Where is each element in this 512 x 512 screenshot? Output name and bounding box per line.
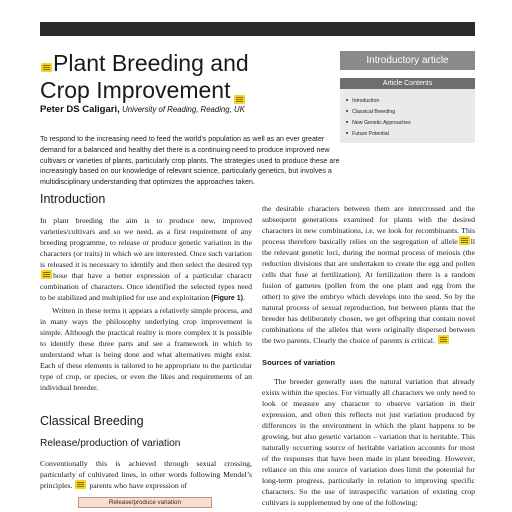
- body-paragraph: the desirable characters between them are intercrossed and the subsequent generations examined for plants with the desired characters in new combinations, i.e. we look for recombinants. This process therefore basically relies on the segregation of allele ll the relevant genetic loci, during the normal process of meiosis (the reduction divisions that are undertaken to create the egg and pollen cells that fuse at fertilization). At fertilization there is a random fusion of gametes (pollen from the one plant and egg from the other) to give the embryo which develops into the seed. So by the natural process of sexual reproduction, but between plants that the breeder has deliberately chosen, we get offspring that contain novel combinations of the alleles that were originally dispersed between the two parents. Clearly the choice of parents is critical.: [262, 204, 475, 345]
- author-affiliation: University of Reading, Reading, UK: [122, 105, 245, 114]
- contents-list: [340, 89, 475, 139]
- header-bar: [40, 22, 475, 36]
- subsection-heading-release: Release/production of variation: [40, 438, 181, 449]
- note-icon[interactable]: [234, 95, 245, 104]
- note-icon[interactable]: [75, 480, 86, 489]
- note-icon[interactable]: [459, 236, 470, 245]
- body-paragraph: In plant breeding the aim is to produce new, improved varieties/cultivars and so we need, as a first requirement of any breeding programme, to release or produce genetic variation in the characters (or traits) in which we are interested. Once such variation is released it is necessary to identify and then select the desired typhose that have a better expression of a particular charactr combination of characters. Once identified the selected types need to be stabilized and multiplied for use and exploitation (Figure 1).: [40, 216, 252, 302]
- body-paragraph: The breeder generally uses the natural variation that already exists within the species. For virtually all characters we only need to look or measure any character to observe variation in their expression, and often this reflects not just variation produced by differences in the environment in which the plant happens to be growing, but also genetic variation – variation that is heritable. This naturally occurring source of heritable variation accounts for most of the responses that have been made in plant breeding. However, reliance on this one source of variation does limit the potential for long-term progress, particularly in relation to improving specific characters. So the use of intraspecific variation of existing crop cultivars is supplemented by one of the following:: [262, 377, 475, 507]
- body-paragraph: Conventionally this is achieved through sexual crossing, particularly of cultivated lines, in other words following Mendel’s principles. parents who have expression of: [40, 459, 252, 490]
- contents-item-introduction[interactable]: ■ Introduction: [346, 95, 475, 106]
- contents-item-future-potential[interactable]: ■ Future Potential: [346, 128, 475, 139]
- note-icon[interactable]: [41, 270, 52, 279]
- body-paragraph: Written in these terms it appears a relatively simple process, and in many ways the philosophy underlying crop improvement is simple. Although the practical reality is more complex it is possible to identify these three parts and see a framework in which to understand what is being done and what alternatives might exist. Each of these elements is tailored to be appropriate to the particular type of crop, or species, or even the likes and requirements of an individual breeder.: [40, 306, 252, 392]
- section-heading-classical-breeding: Classical Breeding: [40, 414, 144, 428]
- abstract: To respond to the increasing need to feed the world’s population as well as an ever greater demand for a balanced and healthy diet there is a continuing need to produce improved new cultivars or varieties of plants, particularly crop plants. The strategies used to produce these are increasingly based on our knowledge of relevant science, particularly genetics, but involves a multidisciplinary understanding that optimizes the approaches taken.: [40, 135, 340, 187]
- contents-item-new-genetic-approaches[interactable]: ■ New Genetic Approaches: [346, 117, 475, 128]
- article-type-banner: Introductory article: [340, 51, 475, 70]
- note-icon[interactable]: [438, 335, 449, 344]
- section-heading-introduction: Introduction: [40, 192, 106, 206]
- contents-item-classical-breeding[interactable]: ■ Classical Breeding: [346, 106, 475, 117]
- note-icon[interactable]: [41, 63, 52, 72]
- contents-panel: [340, 89, 475, 143]
- article-title: Plant Breeding and Crop Improvement: [40, 50, 249, 103]
- figure-reference[interactable]: (Figure 1): [211, 295, 243, 302]
- subsection-heading-sources: Sources of variation: [262, 358, 336, 367]
- figure-box-release-variation: Release/produce variation: [78, 497, 212, 508]
- author-line: [40, 104, 320, 115]
- author-name: Peter DS Caligari,: [40, 104, 120, 115]
- contents-heading: Article Contents: [340, 78, 475, 89]
